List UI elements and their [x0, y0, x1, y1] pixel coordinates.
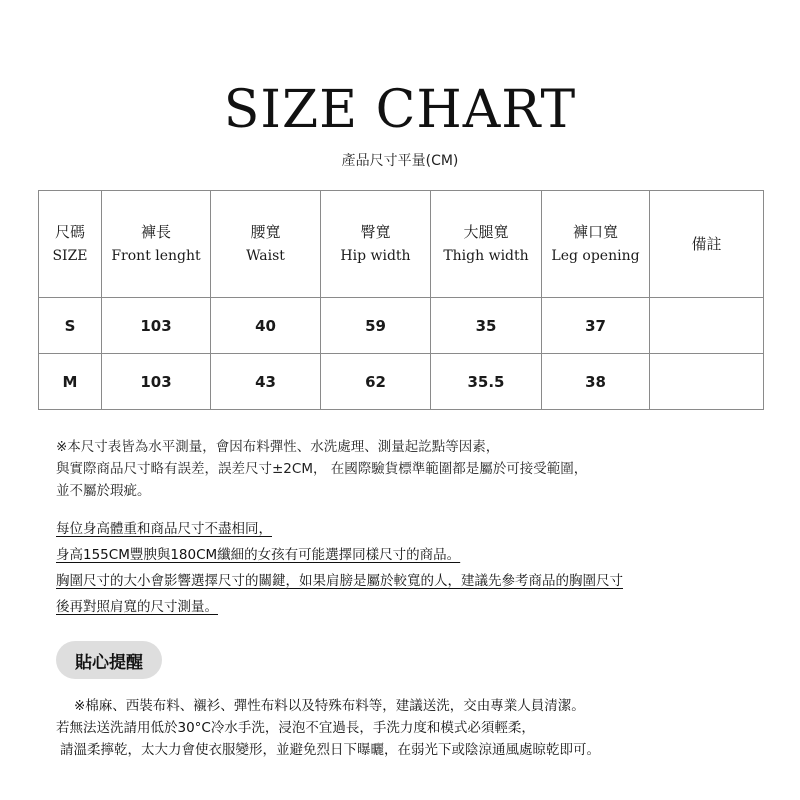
tip-badge: 貼心提醒: [56, 641, 162, 679]
table-cell: 62: [321, 354, 431, 410]
table-cell-size: S: [39, 298, 102, 354]
table-cell: 40: [211, 298, 321, 354]
advice-line: 每位身高體重和商品尺寸不盡相同，: [56, 521, 272, 537]
tip-line: 請溫柔擰乾，太大力會使衣服變形，並避免烈日下曝曬，在弱光下或陰涼通風處晾乾即可。: [60, 742, 600, 758]
header-label-en: Front lenght: [111, 248, 201, 264]
header-label-en: SIZE: [52, 248, 88, 264]
header-size: [39, 191, 102, 298]
care-tips: [56, 695, 776, 761]
table-cell: 103: [102, 354, 211, 410]
header-label-zh: 褲長: [140, 223, 171, 241]
header-label-en: Waist: [246, 248, 285, 264]
tip-line: ※棉麻、西裝布料、襯衫、彈性布料以及特殊布料等，建議送洗，交由專業人員清潔。: [74, 698, 585, 714]
note-line: 並不屬於瑕疵。: [56, 483, 151, 499]
measurement-note: [56, 436, 756, 502]
header-label-zh: 腰寬: [250, 223, 281, 241]
table-cell: 35.5: [431, 354, 542, 410]
header-label-zh: 尺碼: [54, 223, 85, 241]
header-label-zh: 褲口寬: [572, 223, 618, 241]
table-cell: 37: [542, 298, 650, 354]
table-row: [39, 354, 764, 410]
note-line: ※本尺寸表皆為水平測量，會因布料彈性、水洗處理、測量起訖點等因素，: [56, 439, 500, 455]
header-label-zh: 備註: [691, 235, 722, 253]
tip-line: 若無法送洗請用低於30°C冷水手洗，浸泡不宜過長，手洗力度和模式必須輕柔，: [56, 720, 535, 736]
table-cell: [650, 354, 764, 410]
header-label-en: Thigh width: [443, 248, 529, 264]
size-advice: [56, 516, 776, 620]
header-label-en: Leg opening: [551, 248, 640, 264]
table-row: [39, 298, 764, 354]
table-header-row: [39, 191, 764, 298]
table-cell-size: M: [39, 354, 102, 410]
header-label-en: Hip width: [340, 248, 411, 264]
header-front-length: [102, 191, 211, 298]
header-thigh-width: [431, 191, 542, 298]
header-label-zh: 大腿寬: [463, 223, 509, 241]
page-title: SIZE CHART: [223, 80, 577, 140]
header-leg-opening: [542, 191, 650, 298]
table-cell: 59: [321, 298, 431, 354]
header-hip-width: [321, 191, 431, 298]
table-cell: 103: [102, 298, 211, 354]
table-cell: 35: [431, 298, 542, 354]
advice-line: 後再對照肩寬的尺寸測量。: [56, 599, 218, 615]
advice-line: 胸圍尺寸的大小會影響選擇尺寸的關鍵，如果肩膀是屬於較寬的人，建議先參考商品的胸圍尺寸: [56, 573, 623, 589]
header-label-zh: 臀寬: [360, 223, 391, 241]
note-line: 與實際商品尺寸略有誤差，誤差尺寸±2CM， 在國際驗貨標準範圍都是屬於可接受範圍，: [56, 461, 588, 477]
table-cell: 43: [211, 354, 321, 410]
header-waist: [211, 191, 321, 298]
page-subtitle: 產品尺寸平量(CM): [341, 153, 459, 169]
advice-line: 身高155CM豐腴與180CM纖細的女孩有可能選擇同樣尺寸的商品。: [56, 547, 461, 563]
size-table: [38, 190, 764, 410]
table-cell: [650, 298, 764, 354]
header-remarks: [650, 191, 764, 298]
table-cell: 38: [542, 354, 650, 410]
